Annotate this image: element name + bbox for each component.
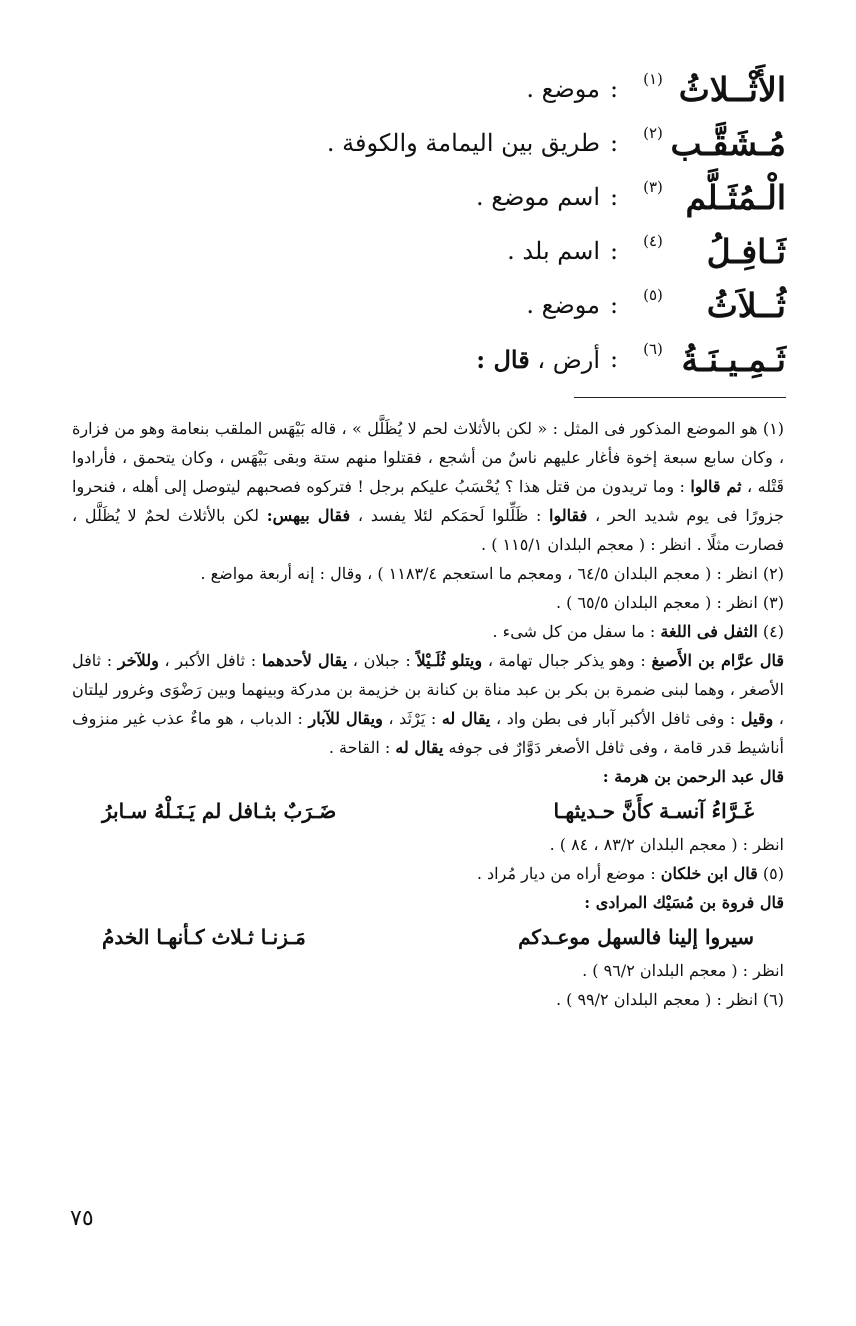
footnote-ref[interactable]: (٣) bbox=[643, 178, 663, 196]
note-bold: يقال له bbox=[441, 709, 491, 728]
note-text: : موضع أراه من ديار مُراد . bbox=[476, 864, 656, 883]
poem-verse bbox=[72, 917, 784, 956]
entry-colon: : bbox=[609, 237, 619, 265]
entry-term: ثَـافِـلُ bbox=[706, 231, 786, 271]
note-bold: فقال بيهس: bbox=[266, 506, 351, 525]
entry-term: مُـشَقَّـب bbox=[670, 123, 786, 163]
footnote-ref[interactable]: (٢) bbox=[643, 124, 663, 142]
note-bold: ويقال للآبار bbox=[308, 709, 383, 728]
verse-second-hemistich: ضَـرَبٌ بثـافل لم يَـنَـلْهُ سـابرُ bbox=[102, 799, 337, 823]
note-text: (٤) bbox=[762, 622, 784, 641]
poet-heading bbox=[72, 888, 784, 917]
definition-text: أرض ، bbox=[537, 345, 600, 374]
footnote-2: (٢) انظر : ( معجم البلدان ٦٤/٥ ، ومعجم ما استعجم ١١٨٣/٤ ) ، وقال : إنه أربعة مواضع . bbox=[200, 564, 784, 583]
entry-term: ثُــلاَثُ bbox=[706, 285, 786, 325]
entry-row bbox=[66, 278, 786, 332]
note-bold: وللآخر bbox=[117, 651, 159, 670]
footnote-ref[interactable]: (٥) bbox=[643, 286, 663, 304]
note-text: (٥) bbox=[762, 864, 784, 883]
entry-definition: طريق بين اليمامة والكوفة . bbox=[326, 129, 600, 157]
note-bold: يقال لأحدهما bbox=[261, 651, 348, 670]
note-bold: ثم قالوا bbox=[690, 477, 742, 496]
entry-colon: : bbox=[609, 75, 619, 103]
entry-colon: : bbox=[609, 183, 619, 211]
source-reference: انظر : ( معجم البلدان ٨٣/٢ ، ٨٤ ) . bbox=[549, 835, 784, 854]
note-text: : ما سفل من كل شىء . bbox=[492, 622, 656, 641]
entry-row bbox=[66, 116, 786, 170]
entries-list bbox=[66, 62, 786, 386]
entry-row bbox=[66, 62, 786, 116]
footnote-4 bbox=[72, 617, 784, 646]
note-text: : ثافل الأكبر ، bbox=[164, 651, 257, 670]
entry-colon: : bbox=[609, 291, 619, 319]
note-text: (١) هو الموضع المذكور فى المثل : « لكن بالأثلاث لحم لا يُظَلَّل » ، قاله بَيْهَس الملقب بنعامة وهو من فزارة ، وكان سابع سبعة إخوة فأغار عليهم ناسٌ من أشجع ، فقتلوا منهم ستة وبقى بَيْهَس ، وكان يتحمق ، فأرادوا قَتْله ، bbox=[72, 419, 784, 496]
footnote-5 bbox=[72, 859, 784, 888]
poet-heading bbox=[72, 762, 784, 791]
entry-definition: اسم بلد . bbox=[507, 237, 600, 265]
note-text: : الدباب ، هو ماءٌ عذب غير منزوف أناشيط قدر قامة ، وفى ثافل الأصغر دَوَّارٌ فى جوفه bbox=[72, 709, 784, 757]
note-bold: قال عرَّام بن الأَصبغ bbox=[651, 651, 785, 670]
note-bold: وقيل bbox=[740, 709, 774, 728]
footnote-separator bbox=[574, 397, 786, 398]
verse-first-hemistich: سيروا إلينا فالسهل موعـدكم bbox=[518, 925, 754, 949]
verse-second-hemistich: مَـزنـا ثـلاث كـأنهـا الخدمُ bbox=[102, 925, 306, 949]
source-reference: انظر : ( معجم البلدان ٩٦/٢ ) . bbox=[582, 961, 784, 980]
note-text: : ثافل الأصغر ، وهما لبنى ضمرة بن بكر بن عبد مناة بن كنانة بن خزيمة بن مدركة وبينهما وبين رَضْوَى وغرور ليلتان ، bbox=[72, 651, 784, 728]
note-text: : وهو يذكر جبال تهامة ، bbox=[487, 651, 646, 670]
poet-name: قال عبد الرحمن بن هرمة : bbox=[602, 767, 784, 786]
note-text: : وفى ثافل الأكبر آبار فى بطن واد ، bbox=[495, 709, 736, 728]
poem-verse bbox=[72, 791, 784, 830]
note-text: : وما تريدون من قتل هذا ؟ يُحْسَبُ عليكم برجل ! فتركوه فصحبهم ليتوصل إلى أهله ، فنحروا جزورًا فى يوم شديد الحر ، bbox=[72, 477, 784, 525]
entry-row bbox=[66, 332, 786, 386]
entry-definition: موضع . bbox=[526, 291, 600, 319]
note-bold: فقالوا bbox=[549, 506, 588, 525]
note-text: لكن بالأثلاث لحمٌ لا يُظَلَّل ، فصارت مثلًا . انظر : ( معجم البلدان ١١٥/١ ) . bbox=[72, 506, 784, 554]
footnote-3: (٣) انظر : ( معجم البلدان ٦٥/٥ ) . bbox=[555, 593, 784, 612]
entry-row bbox=[66, 170, 786, 224]
footnote-1 bbox=[72, 414, 784, 559]
footnotes bbox=[72, 414, 784, 1014]
definition-bold: قال : bbox=[476, 344, 530, 374]
entry-definition: اسم موضع . bbox=[475, 183, 600, 211]
note-text: : يَرْثَد ، bbox=[388, 709, 437, 728]
entry-colon: : bbox=[609, 345, 619, 373]
entry-term: الْـمُثَـلَّم bbox=[685, 177, 786, 217]
footnote-6: (٦) انظر : ( معجم البلدان ٩٩/٢ ) . bbox=[555, 990, 784, 1009]
note-text: : القاحة . bbox=[328, 738, 391, 757]
footnote-4-continued bbox=[72, 646, 784, 762]
note-bold: الثفل فى اللغة bbox=[660, 622, 758, 641]
verse-first-hemistich: غَـرَّاءُ آنسـة كأَنَّ حـديثهـا bbox=[553, 799, 754, 823]
entry-term: الأَثْــلاثُ bbox=[678, 69, 786, 109]
entry-definition: موضع . bbox=[526, 75, 600, 103]
page-number: ٧٥ bbox=[70, 1206, 94, 1231]
note-bold: يقال له bbox=[395, 738, 444, 757]
footnote-ref[interactable]: (١) bbox=[643, 70, 663, 88]
footnote-ref[interactable]: (٦) bbox=[643, 340, 663, 358]
entry-row bbox=[66, 224, 786, 278]
note-bold: قال ابن خلكان bbox=[660, 864, 758, 883]
note-text: : جبلان ، bbox=[352, 651, 411, 670]
poet-name: قال فروة بن مُسَيْك المرادى : bbox=[584, 893, 784, 912]
entry-colon: : bbox=[609, 129, 619, 157]
entry-term: ثَـمِـيـنَـةُ bbox=[681, 339, 786, 379]
footnote-ref[interactable]: (٤) bbox=[643, 232, 663, 250]
note-bold: ويتلو ثُلَـيْلاً bbox=[416, 651, 483, 670]
note-text: : ظَلِّلوا لَحمَكم لئلا يفسد ، bbox=[357, 506, 542, 525]
entry-definition bbox=[476, 345, 600, 374]
